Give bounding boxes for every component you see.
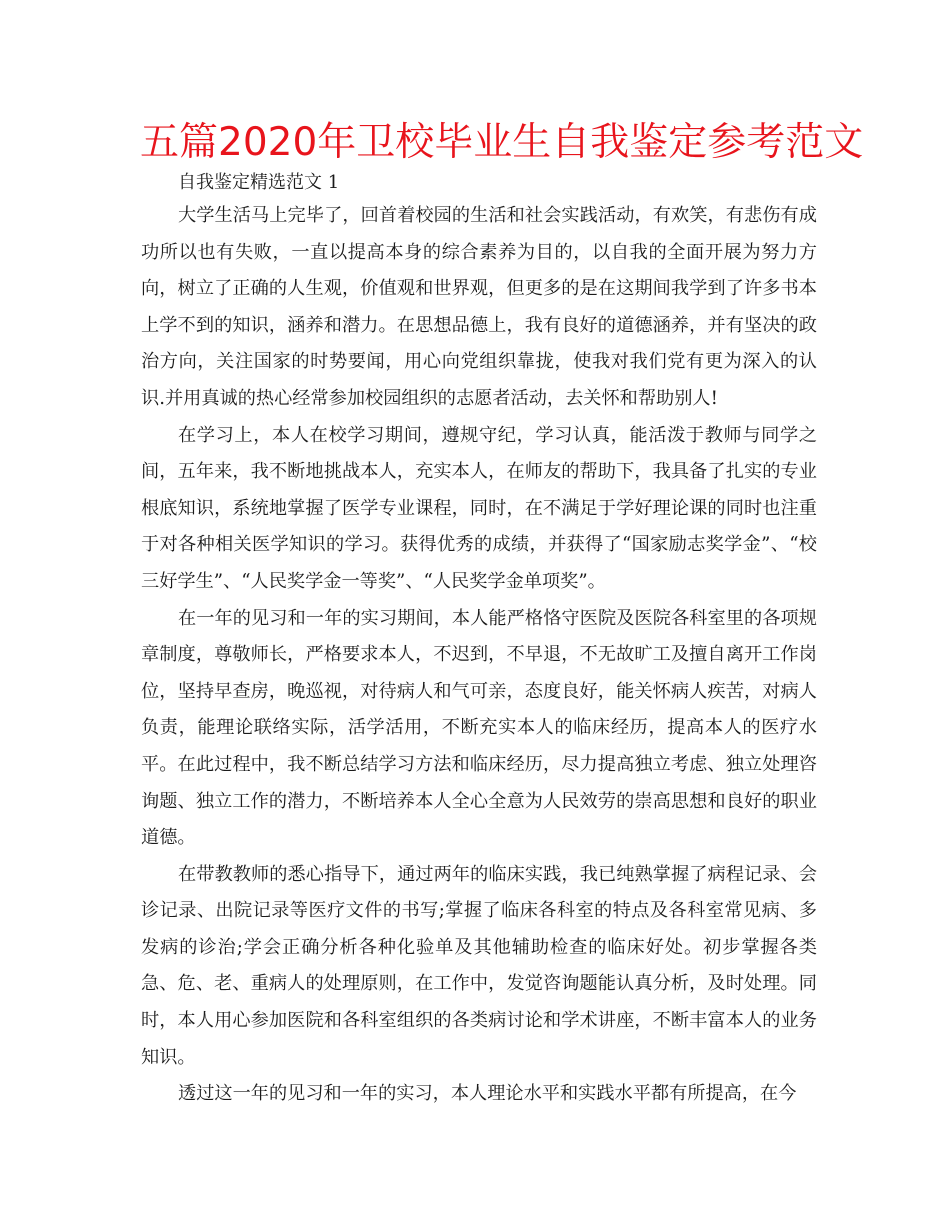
paragraph: 透过这一年的见习和一年的实习，本人理论水平和实践水平都有所提高，在今 [178,1083,797,1105]
section-heading: 自我鉴定精选范文 1 [178,172,340,193]
document-title: 五篇2020年卫校毕业生自我鉴定参考范文 [140,120,864,165]
paragraph: 在带教教师的悉心指导下，通过两年的临床实践，我已纯熟掌握了病程记录、会诊记录、出院记录等医疗文件的书写;掌握了临床各科室的特点及各科室常见病、多发病的诊治;学会正确分析各种化验单及其他辅助检查的临床好处。初步掌握各类急、危、老、重病人的处理原则，在工作中，发觉咨询题能认真分析，及时处理。同时，本人用心参加医院和各科室组织的各类病讨论和学术讲座，不断丰富本人的业务知识。 [141,863,817,1068]
paragraph: 大学生活马上完毕了，回首着校园的生活和社会实践活动，有欢笑，有悲伤有成功所以也有失败，一直以提高本身的综合素养为目的，以自我的全面开展为努力方向，树立了正确的人生观，价值观和世界观，但更多的是在这期间我学到了许多书本上学不到的知识，涵养和潜力。在思想品德上，我有良好的道德涵养，并有坚决的政治方向，关注国家的时势要闻，用心向党组织靠拢，使我对我们党有更为深入的认识.并用真诚的热心经常参加校园组织的志愿者活动，去关怀和帮助别人! [141,205,817,409]
document-body [141,198,817,1113]
paragraph: 在一年的见习和一年的实习期间，本人能严格恪守医院及医院各科室里的各项规章制度，尊敬师长，严格要求本人，不迟到，不早退，不无故旷工及擅自离开工作岗位，坚持早查房，晚巡视，对待病人和气可亲，态度良好，能关怀病人疾苦，对病人负责，能理论联络实际，活学活用，不断充实本人的临床经历，提高本人的医疗水平。在此过程中，我不断总结学习方法和临床经历，尽力提高独立考虑、独立处理咨询题、独立工作的潜力，不断培养本人全心全意为人民效劳的崇高思想和良好的职业道德。 [141,607,817,849]
paragraph: 在学习上，本人在校学习期间，遵规守纪，学习认真，能活泼于教师与同学之间，五年来，我不断地挑战本人，充实本人，在师友的帮助下，我具备了扎实的专业根底知识，系统地掌握了医学专业课程，同时，在不满足于学好理论课的同时也注重于对各种相关医学知识的学习。获得优秀的成绩，并获得了“国家励志奖学金”、“校三好学生”、“人民奖学金一等奖”、“人民奖学金单项奖”。 [141,424,817,592]
